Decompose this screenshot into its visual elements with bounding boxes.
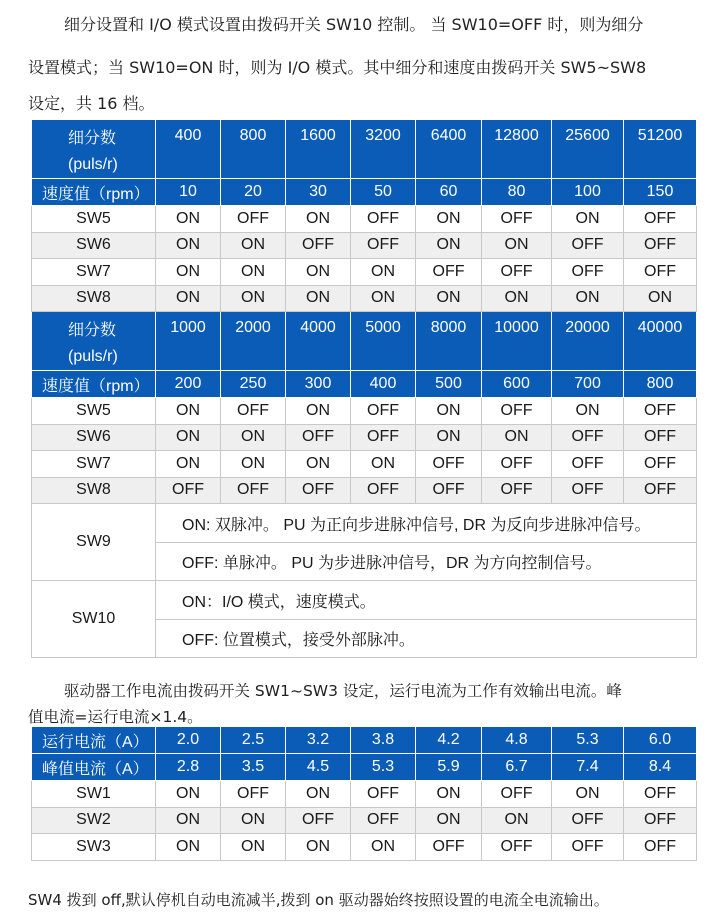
microstep-value: 1600 bbox=[286, 120, 351, 179]
sw4-note: SW4 拨到 off,默认停机自动电流减半,拨到 on 驱动器始终按照设置的电流全电流输出。 bbox=[28, 891, 609, 909]
microstep-value: 3200 bbox=[351, 120, 416, 179]
microstep-unit: (puls/r) bbox=[68, 156, 118, 173]
current-table bbox=[31, 726, 697, 861]
speed-value: 400 bbox=[351, 371, 416, 398]
current-value: 2.5 bbox=[221, 727, 286, 754]
switch-state: OFF bbox=[351, 477, 416, 504]
switch-state: OFF bbox=[416, 451, 482, 478]
switch-state: ON bbox=[416, 206, 482, 233]
table-row bbox=[32, 285, 697, 312]
switch-name: SW6 bbox=[32, 232, 156, 259]
table-row bbox=[32, 451, 697, 478]
microstep-value: 12800 bbox=[482, 120, 552, 179]
switch-state: OFF bbox=[624, 807, 697, 834]
sw10-off-text: OFF: 位置模式，接受外部脉冲。 bbox=[156, 620, 697, 658]
switch-state: OFF bbox=[416, 259, 482, 286]
speed-value: 60 bbox=[416, 179, 482, 206]
switch-state: OFF bbox=[624, 451, 697, 478]
microstep-value: 40000 bbox=[624, 312, 697, 371]
current-value: 5.9 bbox=[416, 754, 482, 781]
switch-name: SW7 bbox=[32, 451, 156, 478]
microstep-header-row bbox=[32, 120, 697, 179]
switch-state: OFF bbox=[552, 807, 624, 834]
microstep-label: 细分数 bbox=[68, 130, 117, 147]
current-value: 4.8 bbox=[482, 727, 552, 754]
switch-state: OFF bbox=[286, 232, 351, 259]
switch-name: SW6 bbox=[32, 424, 156, 451]
switch-state: OFF bbox=[624, 259, 697, 286]
switch-state: OFF bbox=[482, 398, 552, 425]
switch-state: OFF bbox=[351, 807, 416, 834]
switch-state: OFF bbox=[624, 781, 697, 808]
switch-state: ON bbox=[416, 807, 482, 834]
speed-value: 100 bbox=[552, 179, 624, 206]
switch-state: ON bbox=[286, 206, 351, 233]
switch-state: OFF bbox=[482, 451, 552, 478]
switch-state: ON bbox=[156, 285, 221, 312]
microstep-value: 25600 bbox=[552, 120, 624, 179]
switch-state: ON bbox=[416, 232, 482, 259]
switch-state: ON bbox=[156, 398, 221, 425]
microstep-label-cell bbox=[32, 312, 156, 371]
switch-state: OFF bbox=[286, 424, 351, 451]
current-intro-line-1: 驱动器工作电流由拨码开关 SW1~SW3 设定，运行电流为工作有效输出电流。峰 bbox=[64, 682, 622, 700]
run-current-label: 运行电流（A） bbox=[32, 727, 156, 754]
peak-current-label: 峰值电流（A） bbox=[32, 754, 156, 781]
current-value: 2.8 bbox=[156, 754, 221, 781]
speed-value: 150 bbox=[624, 179, 697, 206]
speed-label: 速度值（rpm） bbox=[32, 179, 156, 206]
microstep-value: 800 bbox=[221, 120, 286, 179]
switch-state: OFF bbox=[286, 807, 351, 834]
current-value: 7.4 bbox=[552, 754, 624, 781]
sw10-on-text: ON：I/O 模式，速度模式。 bbox=[156, 581, 697, 620]
speed-value: 300 bbox=[286, 371, 351, 398]
microstep-value: 5000 bbox=[351, 312, 416, 371]
switch-state: ON bbox=[351, 285, 416, 312]
microstep-value: 10000 bbox=[482, 312, 552, 371]
switch-state: ON bbox=[351, 834, 416, 861]
current-value: 3.5 bbox=[221, 754, 286, 781]
speed-value: 50 bbox=[351, 179, 416, 206]
speed-header-row bbox=[32, 179, 697, 206]
microstep-label: 细分数 bbox=[68, 322, 117, 339]
switch-state: ON bbox=[221, 451, 286, 478]
switch-state: ON bbox=[552, 781, 624, 808]
table-row bbox=[32, 781, 697, 808]
current-value: 5.3 bbox=[552, 727, 624, 754]
switch-state: OFF bbox=[482, 206, 552, 233]
switch-name: SW3 bbox=[32, 834, 156, 861]
switch-name: SW8 bbox=[32, 285, 156, 312]
sw9-on-text: ON: 双脉冲。 PU 为正向步进脉冲信号, DR 为反向步进脉冲信号。 bbox=[156, 504, 697, 543]
switch-state: ON bbox=[416, 285, 482, 312]
switch-state: ON bbox=[221, 285, 286, 312]
intro-line-1: 细分设置和 I/O 模式设置由拨码开关 SW10 控制。 当 SW10=OFF 时，则为细分 bbox=[64, 15, 644, 34]
current-intro-line-2: 值电流=运行电流×1.4。 bbox=[28, 708, 203, 726]
microstep-header-row bbox=[32, 312, 697, 371]
switch-state: ON bbox=[482, 424, 552, 451]
table-row bbox=[32, 398, 697, 425]
sw9-name: SW9 bbox=[32, 504, 156, 581]
sw9-on-row bbox=[32, 504, 697, 543]
switch-state: OFF bbox=[624, 398, 697, 425]
switch-state: OFF bbox=[416, 477, 482, 504]
microstep-value: 6400 bbox=[416, 120, 482, 179]
switch-state: OFF bbox=[221, 206, 286, 233]
switch-state: ON bbox=[482, 807, 552, 834]
microstep-value: 2000 bbox=[221, 312, 286, 371]
switch-state: OFF bbox=[624, 232, 697, 259]
switch-state: OFF bbox=[482, 781, 552, 808]
switch-state: OFF bbox=[552, 834, 624, 861]
speed-label: 速度值（rpm） bbox=[32, 371, 156, 398]
current-value: 4.2 bbox=[416, 727, 482, 754]
switch-state: OFF bbox=[221, 477, 286, 504]
table-row bbox=[32, 807, 697, 834]
table-row bbox=[32, 206, 697, 233]
switch-state: OFF bbox=[552, 259, 624, 286]
switch-state: ON bbox=[156, 781, 221, 808]
switch-name: SW7 bbox=[32, 259, 156, 286]
table-row bbox=[32, 259, 697, 286]
speed-header-row bbox=[32, 371, 697, 398]
speed-value: 700 bbox=[552, 371, 624, 398]
speed-value: 10 bbox=[156, 179, 221, 206]
current-value: 6.7 bbox=[482, 754, 552, 781]
switch-state: OFF bbox=[156, 477, 221, 504]
switch-state: OFF bbox=[221, 398, 286, 425]
switch-state: ON bbox=[624, 285, 697, 312]
switch-name: SW2 bbox=[32, 807, 156, 834]
table-row bbox=[32, 834, 697, 861]
switch-state: OFF bbox=[416, 834, 482, 861]
current-value: 2.0 bbox=[156, 727, 221, 754]
table-row bbox=[32, 424, 697, 451]
switch-name: SW1 bbox=[32, 781, 156, 808]
switch-state: OFF bbox=[351, 424, 416, 451]
switch-name: SW5 bbox=[32, 206, 156, 233]
switch-state: ON bbox=[156, 424, 221, 451]
switch-state: ON bbox=[286, 451, 351, 478]
speed-value: 500 bbox=[416, 371, 482, 398]
microstep-value: 4000 bbox=[286, 312, 351, 371]
switch-state: ON bbox=[552, 398, 624, 425]
switch-state: OFF bbox=[351, 398, 416, 425]
switch-state: ON bbox=[221, 834, 286, 861]
peak-current-row bbox=[32, 754, 697, 781]
table-row bbox=[32, 232, 697, 259]
table-row bbox=[32, 477, 697, 504]
switch-state: ON bbox=[351, 451, 416, 478]
switch-state: OFF bbox=[482, 259, 552, 286]
current-value: 4.5 bbox=[286, 754, 351, 781]
microstep-value: 51200 bbox=[624, 120, 697, 179]
microstep-value: 1000 bbox=[156, 312, 221, 371]
switch-state: ON bbox=[221, 259, 286, 286]
switch-state: ON bbox=[221, 232, 286, 259]
switch-state: ON bbox=[286, 781, 351, 808]
switch-state: OFF bbox=[482, 477, 552, 504]
switch-state: ON bbox=[482, 232, 552, 259]
switch-state: ON bbox=[156, 834, 221, 861]
switch-state: OFF bbox=[286, 477, 351, 504]
switch-state: OFF bbox=[351, 206, 416, 233]
switch-state: OFF bbox=[351, 232, 416, 259]
switch-state: ON bbox=[221, 807, 286, 834]
switch-state: ON bbox=[221, 424, 286, 451]
speed-value: 30 bbox=[286, 179, 351, 206]
switch-state: OFF bbox=[552, 451, 624, 478]
switch-state: ON bbox=[416, 781, 482, 808]
switch-state: OFF bbox=[552, 424, 624, 451]
switch-state: OFF bbox=[351, 781, 416, 808]
speed-value: 800 bbox=[624, 371, 697, 398]
switch-name: SW5 bbox=[32, 398, 156, 425]
switch-state: ON bbox=[416, 424, 482, 451]
switch-state: OFF bbox=[482, 834, 552, 861]
current-value: 3.8 bbox=[351, 727, 416, 754]
switch-state: ON bbox=[286, 259, 351, 286]
switch-state: ON bbox=[156, 807, 221, 834]
switch-name: SW8 bbox=[32, 477, 156, 504]
switch-state: OFF bbox=[624, 834, 697, 861]
intro-line-2: 设置模式；当 SW10=ON 时，则为 I/O 模式。其中细分和速度由拨码开关 SW5~SW8 bbox=[28, 58, 647, 77]
microstep-label-cell bbox=[32, 120, 156, 179]
sw10-on-row bbox=[32, 581, 697, 620]
speed-value: 600 bbox=[482, 371, 552, 398]
switch-state: ON bbox=[416, 398, 482, 425]
microstep-table bbox=[31, 119, 697, 658]
switch-state: ON bbox=[156, 259, 221, 286]
switch-state: ON bbox=[552, 285, 624, 312]
speed-value: 200 bbox=[156, 371, 221, 398]
intro-line-3: 设定，共 16 档。 bbox=[28, 94, 155, 113]
current-value: 3.2 bbox=[286, 727, 351, 754]
microstep-unit: (puls/r) bbox=[68, 348, 118, 365]
switch-state: ON bbox=[156, 206, 221, 233]
microstep-value: 400 bbox=[156, 120, 221, 179]
switch-state: ON bbox=[156, 232, 221, 259]
switch-state: OFF bbox=[552, 232, 624, 259]
microstep-value: 8000 bbox=[416, 312, 482, 371]
run-current-row bbox=[32, 727, 697, 754]
switch-state: OFF bbox=[552, 477, 624, 504]
switch-state: ON bbox=[156, 451, 221, 478]
switch-state: OFF bbox=[221, 781, 286, 808]
switch-state: OFF bbox=[624, 206, 697, 233]
switch-state: ON bbox=[351, 259, 416, 286]
sw9-off-text: OFF: 单脉冲。 PU 为步进脉冲信号，DR 为方向控制信号。 bbox=[156, 543, 697, 581]
switch-state: ON bbox=[286, 285, 351, 312]
current-value: 5.3 bbox=[351, 754, 416, 781]
switch-state: ON bbox=[552, 206, 624, 233]
sw10-name: SW10 bbox=[32, 581, 156, 658]
switch-state: ON bbox=[482, 285, 552, 312]
speed-value: 20 bbox=[221, 179, 286, 206]
switch-state: ON bbox=[286, 398, 351, 425]
current-value: 6.0 bbox=[624, 727, 697, 754]
microstep-value: 20000 bbox=[552, 312, 624, 371]
speed-value: 80 bbox=[482, 179, 552, 206]
switch-state: OFF bbox=[624, 424, 697, 451]
switch-state: ON bbox=[286, 834, 351, 861]
current-value: 8.4 bbox=[624, 754, 697, 781]
speed-value: 250 bbox=[221, 371, 286, 398]
switch-state: OFF bbox=[624, 477, 697, 504]
